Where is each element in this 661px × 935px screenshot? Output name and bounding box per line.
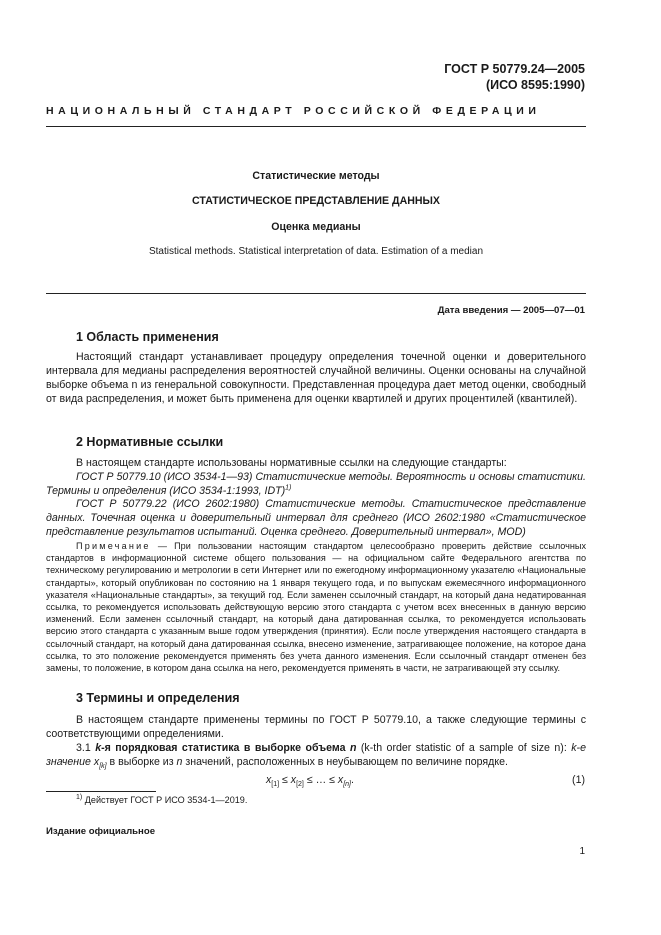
reference-1-text: ГОСТ Р 50779.10 (ИСО 3534-1—93) Статистические методы. Вероятность и основы статистики. Термины и определения (ИСО 3534-1:1993, IDT) [46,471,586,497]
formula-sub1: [1] [271,781,280,789]
term-def-c: значений, расположенных в неубывающем по величине порядке. [185,756,508,768]
footnote-text: Действует ГОСТ Р ИСО 3534-1—2019. [84,795,248,805]
note-block [46,540,586,674]
header-divider [46,126,586,127]
iso-number: (ИСО 8595:1990) [486,78,585,92]
term-number: 3.1 [76,742,91,754]
term-n: n [349,742,357,754]
main-title: СТАТИСТИЧЕСКОЕ ПРЕДСТАВЛЕНИЕ ДАННЫХ [192,195,440,207]
formula-le1: ≤ [279,774,291,786]
sub-title: Оценка медианы [271,221,361,233]
term-def-x: x [93,756,100,768]
formula-1 [266,773,354,787]
term-k: k [95,742,102,754]
footnote [76,795,247,805]
formula-le2: ≤ … ≤ [303,774,338,786]
term-def-n: n [176,756,183,768]
formula-xn: x [337,774,344,786]
formula-x1: x [266,774,272,786]
footnote-mark: 1) [76,793,83,801]
term-english: (k-th order statistic of a sample of size n): [360,742,567,754]
formula-subn: [n] [343,781,351,789]
footnote-divider [46,791,156,792]
term-def-b: в выборке из [109,756,174,768]
reference-1 [46,470,586,498]
formula-number: (1) [572,774,585,786]
title-divider [46,293,586,294]
term-bold: -я порядковая статистика в выборке объема [101,742,346,754]
page-number: 1 [579,846,585,857]
footnote-ref: 1) [285,484,292,492]
formula-x2: x [290,774,297,786]
english-title: Statistical methods. Statistical interpretation of data. Estimation of a median [148,246,484,257]
term-3-1 [46,741,586,769]
doc-number: ГОСТ Р 50779.24—2005 [444,62,585,76]
section-2-title: 2 Нормативные ссылки [76,435,224,449]
section-3-intro: В настоящем стандарте применены термины по ГОСТ Р 50779.10, а также следующие термины с соответствующими определениями. [46,714,586,740]
note-text: — При пользовании настоящим стандартом целесообразно проверить действие ссылочных стандартов в информационной системе общего пользования — на официальном сайте Федерального агентства по техническому регулированию и метрологии в сети Интернет или по ежегодному информационному указателю «Национальные стандарты», который опубликован по состоянию на 1 января текущего года, и по выпускам ежемесячного информационного указателя «Национальные стандарты», за текущий год. Если заменен ссылочный стандарт, на который дана недатированная ссылка, то рекомендуется использовать действующую версию этого стандарта с учетом всех внесенных в данную версию изменений. Если заменен ссылочный стандарт, на который дана датированная ссылка, то рекомендуется использовать версию этого стандарта с указанным выше годом утверждения (принятия). Если после утверждения настоящего стандарта в ссылочный стандарт, на который дана датированная ссылка, внесено изменение, затрагивающее положение, на которое дана ссылка, то это положение рекомендуется применять без учета данного изменения. Если ссылочный стандарт отменен без замены, то положение, в котором дана ссылка на него, рекомендуется применять в части, не затрагивающей эту ссылку. [46,541,587,674]
formula-end: . [350,774,354,786]
formula-sub2: [2] [296,781,304,789]
reference-2: ГОСТ Р 50779.22 (ИСО 2602:1980) Статистические методы. Статистическое представление данных. Точечная оценка и доверительный интервал для среднего (ИСО 2602:1980 «Статистическое представление результатов испытаний. Оценка среднего. Доверительный интервал», MOD) [46,498,586,538]
note-label: Примечание [76,541,151,551]
section-2-intro: В настоящем стандарте использованы нормативные ссылки на следующие стандарты: [76,457,507,469]
term-def-a: k-е значение [46,742,586,768]
section-1-title: 1 Область применения [76,330,219,344]
group-title: Статистические методы [252,170,380,182]
edition-label: Издание официальное [46,826,156,837]
section-1-paragraph: Настоящий стандарт устанавливает процедуру определения точечной оценки и доверительного интервала для медианы распределения вероятностей случайной величины. Оценки основаны на случайной выборке объема n из генеральной совокупности. Представленная процедура дает метод оценки, свободный от вида распределения, и может быть применена для оценки квартилей и других процентилей (квантилей). [46,351,586,405]
section-3-title: 3 Термины и определения [76,691,240,705]
term-def-sub: [k] [99,763,107,771]
national-standard-banner: НАЦИОНАЛЬНЫЙ СТАНДАРТ РОССИЙСКОЙ ФЕДЕРАЦИИ [46,105,541,117]
intro-date: Дата введения — 2005—07—01 [437,305,585,316]
